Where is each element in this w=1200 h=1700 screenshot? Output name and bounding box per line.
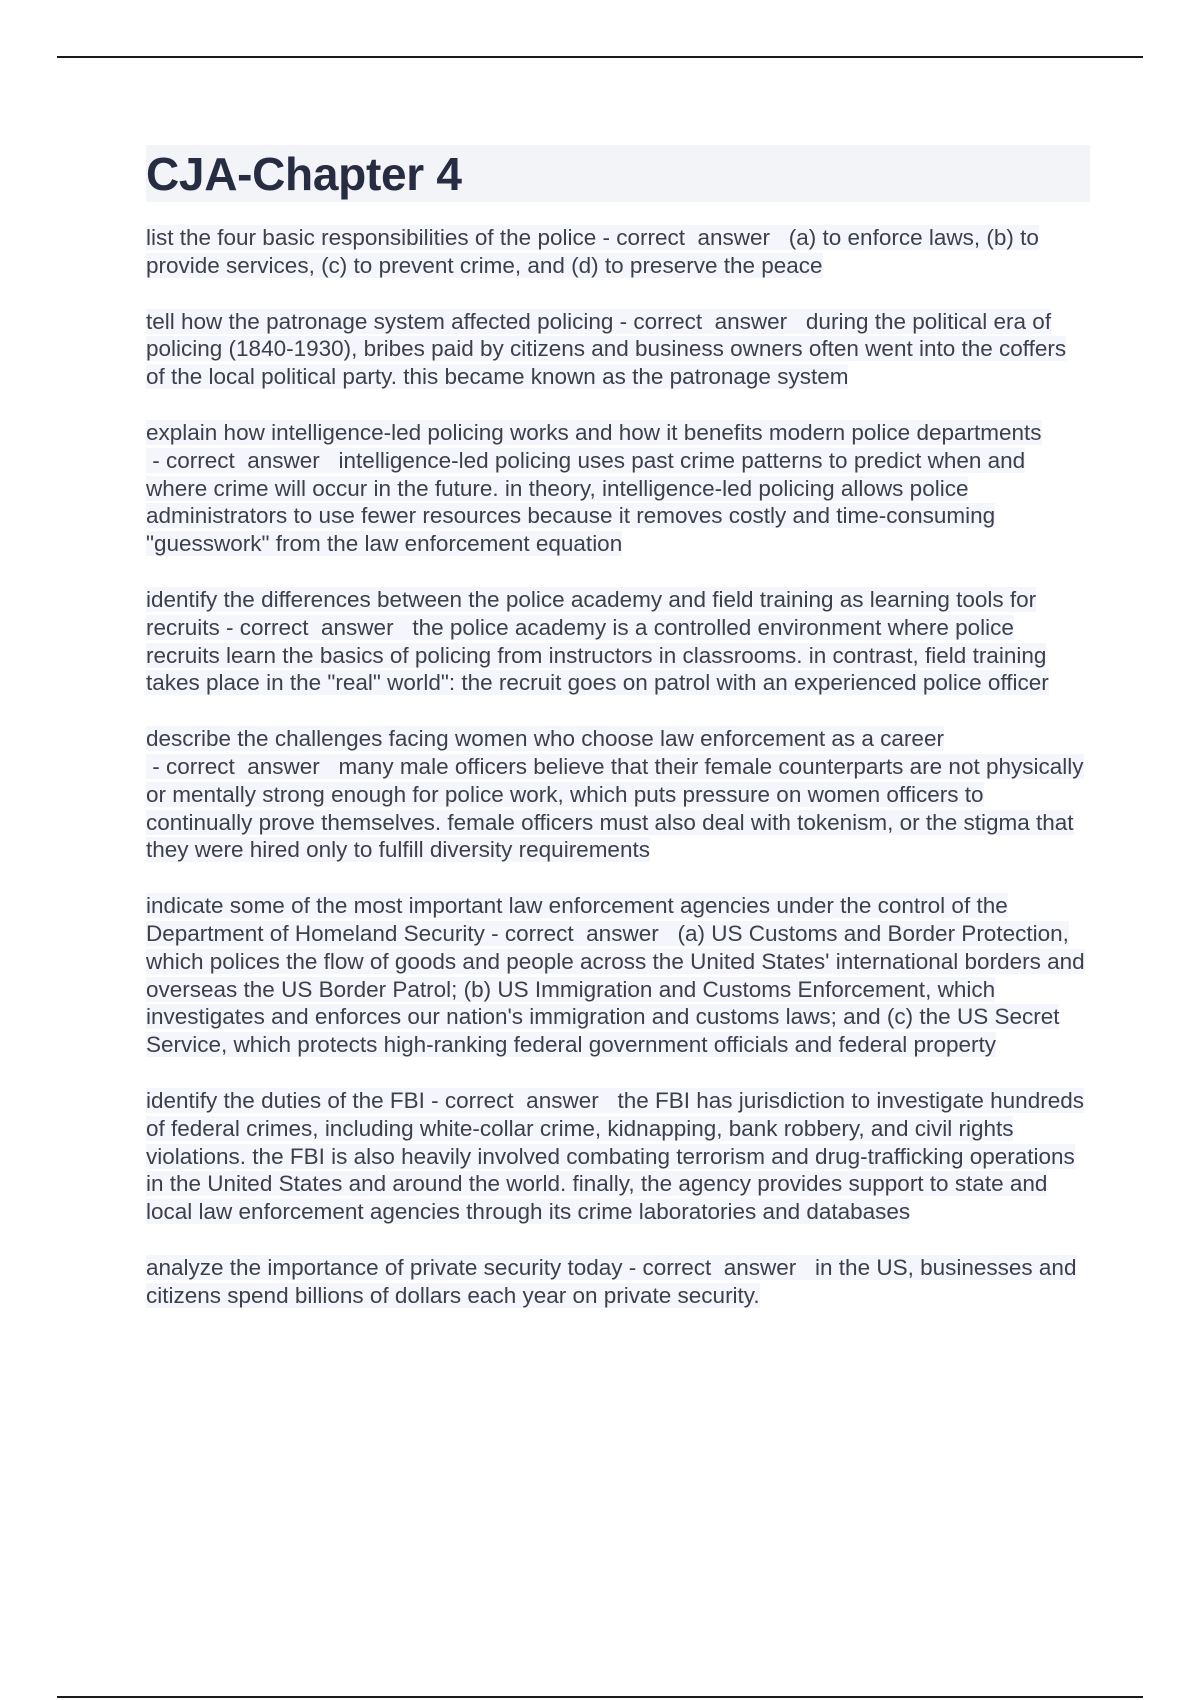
answer-separator: - correct answer	[219, 614, 413, 640]
question-text: explain how intelligence-led policing works and how it benefits modern police departments	[146, 419, 1042, 445]
question-text: identify the duties of the FBI	[146, 1087, 425, 1113]
bottom-rule	[57, 1696, 1143, 1698]
answer-separator: - correct answer	[424, 1087, 618, 1113]
flashcard	[146, 419, 1090, 558]
question-text: list the four basic responsibilities of the police	[146, 225, 597, 250]
flashcard	[146, 725, 1090, 864]
answer-text: (a) to enforce laws, (b) to provide services, (c) to prevent crime, and (d) to preserve the peace	[146, 225, 1039, 278]
answer-separator: - correct answer	[146, 447, 339, 473]
document-body	[146, 145, 1090, 1338]
answer-separator: - correct answer	[484, 920, 678, 946]
flashcard	[146, 1087, 1090, 1226]
answer-text: many male officers believe that their female counterparts are not physically or mentally strong enough for police work, which puts pressure on women officers to continually prove themselves. female officers must also deal with tokenism, or the stigma that they were hired only to fulfill diversity requirements	[146, 753, 1084, 863]
question-text: analyze the importance of private security today	[146, 1254, 623, 1280]
answer-text: the FBI has jurisdiction to investigate hundreds of federal crimes, including white-collar crime, kidnapping, bank robbery, and civil rights violations. the FBI is also heavily involved combating terrorism and drug-trafficking operations in the United States and around the world. finally, the agency provides support to state and local law enforcement agencies through its crime laboratories and databases	[146, 1087, 1084, 1225]
answer-separator: - correct answer	[596, 225, 789, 250]
answer-separator: - correct answer	[613, 308, 806, 334]
answer-separator: - correct answer	[146, 753, 339, 779]
title-banner	[146, 145, 1090, 202]
answer-text: during the political era of policing (1840-1930), bribes paid by citizens and business owners often went into the coffers of the local political party. this became known as the patronage system	[146, 308, 1067, 390]
question-text: identify the differences between the police academy and field training as learning tools for recruits	[146, 586, 1037, 640]
answer-text: (a) US Customs and Border Protection, which polices the flow of goods and people across the United States' international borders and overseas the US Border Patrol; (b) US Immigration and Customs Enforcement, which investigates and enforces our nation's immigration and customs laws; and (c) the US Secret Service, which protects high-ranking federal government officials and federal property	[146, 920, 1085, 1058]
page-title: CJA-Chapter 4	[146, 147, 462, 200]
answer-text: the police academy is a controlled environment where police recruits learn the basics of policing from instructors in classrooms. in contrast, field training takes place in the "real" world": the recruit goes on patrol with an experienced police officer	[146, 614, 1049, 696]
flashcard	[146, 586, 1090, 697]
flashcard	[146, 224, 1090, 280]
question-text: indicate some of the most important law enforcement agencies under the control of the Department of Homeland Security	[146, 893, 1008, 946]
flashcard	[146, 1254, 1090, 1310]
flashcard	[146, 308, 1090, 391]
question-text: describe the challenges facing women who choose law enforcement as a career	[146, 726, 944, 752]
question-text: tell how the patronage system affected policing	[146, 308, 614, 334]
top-rule	[57, 56, 1143, 58]
answer-text: in the US, businesses and citizens spend billions of dollars each year on private security.	[146, 1254, 1077, 1308]
answer-separator: - correct answer	[622, 1254, 816, 1280]
answer-text: intelligence-led policing uses past crime patterns to predict when and where crime will occur in the future. in theory, intelligence-led policing allows police administrators to use fewer resources because it removes costly and time-consuming "guesswork" from the law enforcement equation	[146, 447, 1026, 557]
flashcard	[146, 892, 1090, 1059]
